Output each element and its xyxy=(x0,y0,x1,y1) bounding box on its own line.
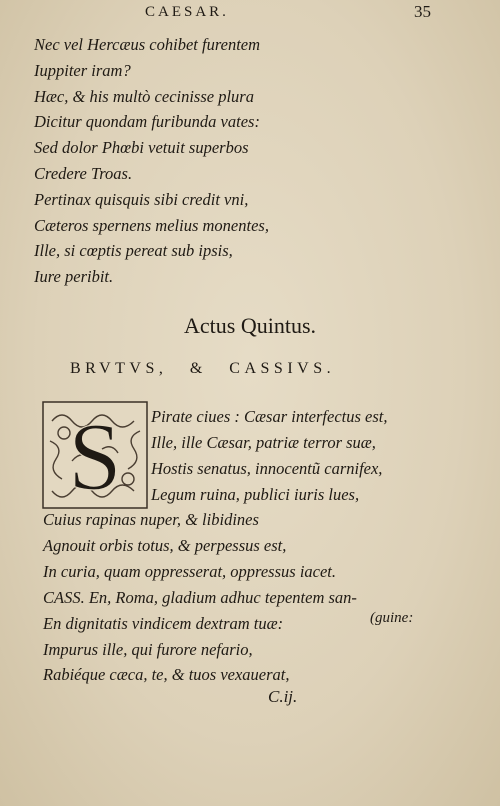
verse-line: Cæteros spernens melius monentes, xyxy=(34,215,269,235)
speech-line: Ille, ille Cæsar, patriæ terror suæ, xyxy=(151,432,376,452)
speech-line: Impurus ille, qui furore nefario, xyxy=(43,639,253,659)
speech-main-block xyxy=(43,507,357,688)
page-number: 35 xyxy=(414,2,431,21)
speech-line: Rabiéque cæca, te, & tuos vexauerat, xyxy=(43,665,290,685)
speech-line: Agnouit orbis totus, & perpessus est, xyxy=(43,535,287,555)
speech-line: Pirate ciues : Cæsar interfectus est, xyxy=(151,407,388,426)
verse-line: Iuppiter iram? xyxy=(34,60,131,80)
decorated-initial-s xyxy=(42,401,148,509)
speech-line: En dignitatis vindicem dextram tuæ: xyxy=(43,613,284,633)
verse-line: Hæc, & his multò cecinisse plura xyxy=(34,86,254,106)
running-head: CAESAR. xyxy=(145,4,229,20)
verse-line: Ille, si cœptis pereat sub ipsis, xyxy=(34,241,233,261)
verse-line: Iure peribit. xyxy=(34,267,114,287)
verse-line: Sed dolor Phœbi vetuit superbos xyxy=(34,138,249,158)
verse-line: Credere Troas. xyxy=(34,163,133,183)
initial-letter: S xyxy=(68,403,122,509)
speech-line: Cuius rapinas nuper, & libidines xyxy=(43,510,259,529)
speech-line: Legum ruina, publici iuris lues, xyxy=(151,484,360,504)
verse-line: Nec vel Hercæus cohibet furentem xyxy=(34,35,261,54)
verse-line: Pertinax quisquis sibi credit vni, xyxy=(34,189,249,209)
act-heading: Actus Quintus. xyxy=(184,313,316,338)
turnover-word: (guine: xyxy=(370,610,414,626)
speech-line: In curia, quam oppresserat, oppressus iacet. xyxy=(43,561,337,581)
speech-line: Hostis senatus, innocentũ carnifex, xyxy=(151,458,383,478)
signature-mark: C.ij. xyxy=(268,687,298,706)
speech-lead-block xyxy=(151,404,387,508)
verse-block xyxy=(34,32,269,290)
verse-line: Dicitur quondam furibunda vates: xyxy=(34,112,260,132)
dramatis-personae: BRVTVS, & CASSIVS. xyxy=(70,360,336,377)
speech-line: CASS. En, Roma, gladium adhuc tepentem san- xyxy=(43,587,357,607)
